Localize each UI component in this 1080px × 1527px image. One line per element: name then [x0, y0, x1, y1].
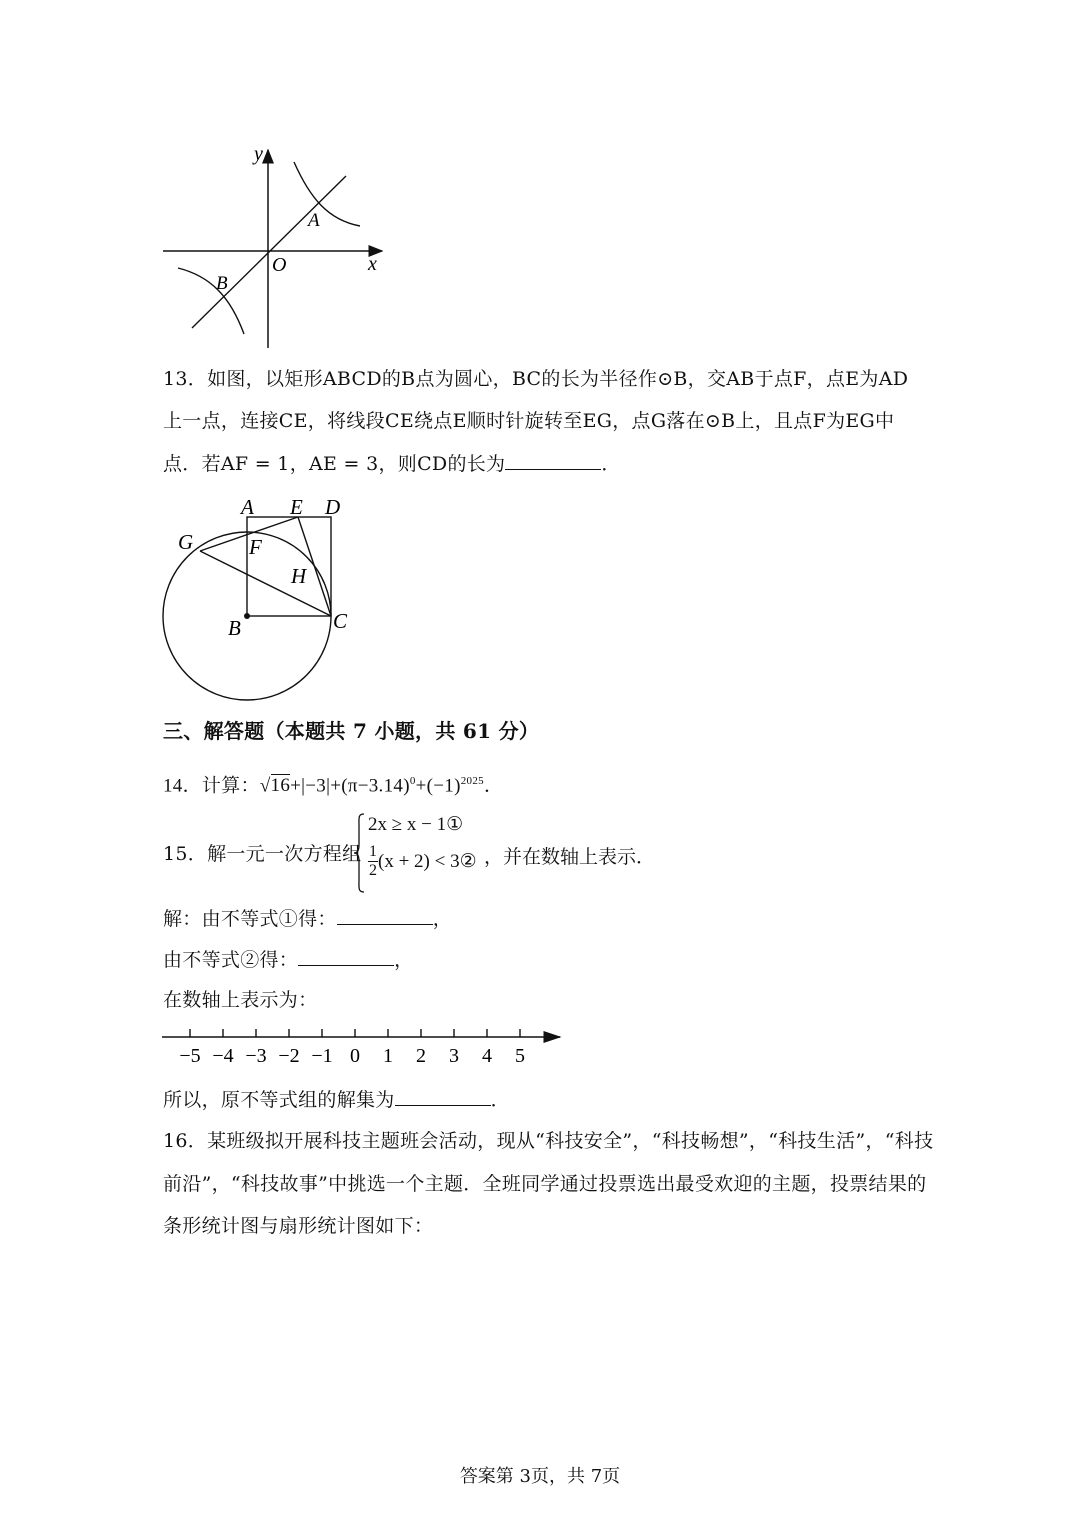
label-c: C [333, 609, 348, 633]
conclusion-blank[interactable] [395, 1087, 491, 1106]
fraction-denominator: 2 [369, 862, 377, 879]
number-line-label: −5 [179, 1045, 201, 1067]
figure-13-rectangle-circle [160, 492, 360, 702]
sqrt-sign: √ [259, 775, 271, 797]
q15-solution-1 [163, 906, 452, 931]
number-line-label: −1 [311, 1045, 333, 1067]
q13-line-2: 上一点，连接CE，将线段CE绕点E顺时针旋转至EG，点G落在⊙B上，且点F为EG中 [163, 410, 895, 432]
figure-12-hyperbola [160, 140, 390, 355]
q13-answer-blank[interactable] [505, 451, 601, 470]
label-y: y [254, 143, 263, 165]
solution-1-text: 解：由不等式①得： [163, 908, 337, 930]
number-line-label: 2 [416, 1045, 426, 1067]
section-3-heading: 三、解答题（本题共 7 小题，共 61 分） [163, 719, 540, 743]
label-x: x [368, 253, 377, 275]
number-line-label: 1 [383, 1045, 393, 1067]
q16-line-3: 条形统计图与扇形统计图如下： [163, 1215, 434, 1237]
solution-2-blank[interactable] [298, 947, 394, 966]
inequality-2 [368, 843, 477, 880]
fraction-numerator: 1 [369, 843, 377, 860]
label-g: G [178, 530, 194, 554]
q15-suffix: ，并在数轴上表示． [484, 846, 656, 868]
solution-1-blank[interactable] [337, 906, 433, 925]
number-line-label: 5 [515, 1045, 525, 1067]
conclusion-end: ． [490, 1089, 510, 1111]
q15-prefix: 15．解一元一次方程组 [163, 843, 362, 865]
label-h: H [291, 564, 307, 588]
q16-line-1: 16．某班级拟开展科技主题班会活动，现从“科技安全”，“科技畅想”，“科技生活”，“科技 [163, 1130, 934, 1152]
label-f: F [249, 535, 262, 559]
q14-line [163, 769, 503, 798]
page-footer: 答案第 3页，共 7页 [459, 1466, 621, 1487]
line-through-origin [192, 176, 346, 328]
q16-line-2: 前沿”，“科技故事”中挑选一个主题．全班同学通过投票选出最受欢迎的主题，投票结果的 [163, 1173, 927, 1195]
q13-line-1: 13．如图，以矩形ABCD的B点为圆心，BC的长为半径作⊙B，交AB于点F，点E为AD [163, 368, 909, 390]
q14-expression-mid: +|−3|+(π−3.14) [290, 775, 410, 797]
solution-2-text: 由不等式②得： [163, 949, 299, 971]
solution-1-end: ， [432, 908, 453, 930]
label-b: B [228, 616, 241, 640]
rectangle-abcd [247, 517, 331, 616]
q13-line-3-end: ． [601, 453, 621, 475]
inequality-2-rest: (x + 2) < 3② [378, 851, 477, 872]
label-a: A [241, 495, 254, 519]
segment-gc [200, 551, 331, 616]
q14-expression-mid2: +(−1) [415, 775, 461, 797]
number-line-label: 0 [350, 1045, 360, 1067]
q15-solution-2 [163, 947, 413, 972]
label-origin: O [272, 254, 287, 276]
q15-axis-intro: 在数轴上表示为： [163, 989, 318, 1011]
q14-suffix: ． [483, 775, 504, 797]
number-line-label: 3 [449, 1045, 459, 1067]
label-point-a: A [308, 210, 320, 231]
q15-conclusion [163, 1087, 510, 1112]
fraction-one-half [368, 843, 378, 880]
solution-2-end: ， [394, 949, 414, 971]
number-line-label: −4 [212, 1045, 234, 1067]
hyperbola-branch-lower [178, 268, 244, 334]
number-line-label: −3 [245, 1045, 267, 1067]
sqrt-argument: 16 [270, 775, 291, 797]
number-line-label: 4 [482, 1045, 492, 1067]
q14-exponent-0: 0 [409, 775, 416, 787]
label-d: D [325, 495, 341, 519]
system-brace [352, 812, 366, 894]
number-line-label: −2 [278, 1045, 300, 1067]
number-line [160, 1024, 570, 1070]
q14-prefix: 14．计算： [163, 775, 260, 797]
q14-exponent-2025: 2025 [460, 775, 484, 787]
label-e: E [290, 495, 303, 519]
inequality-1: 2x ≥ x − 1① [368, 814, 464, 835]
center-point-b [244, 613, 250, 619]
conclusion-text: 所以，原不等式组的解集为 [163, 1089, 395, 1111]
q13-line-3-text: 点．若AF = 1，AE = 3，则CD的长为 [163, 453, 506, 475]
label-point-b: B [216, 273, 228, 294]
q13-line-3 [163, 451, 621, 476]
